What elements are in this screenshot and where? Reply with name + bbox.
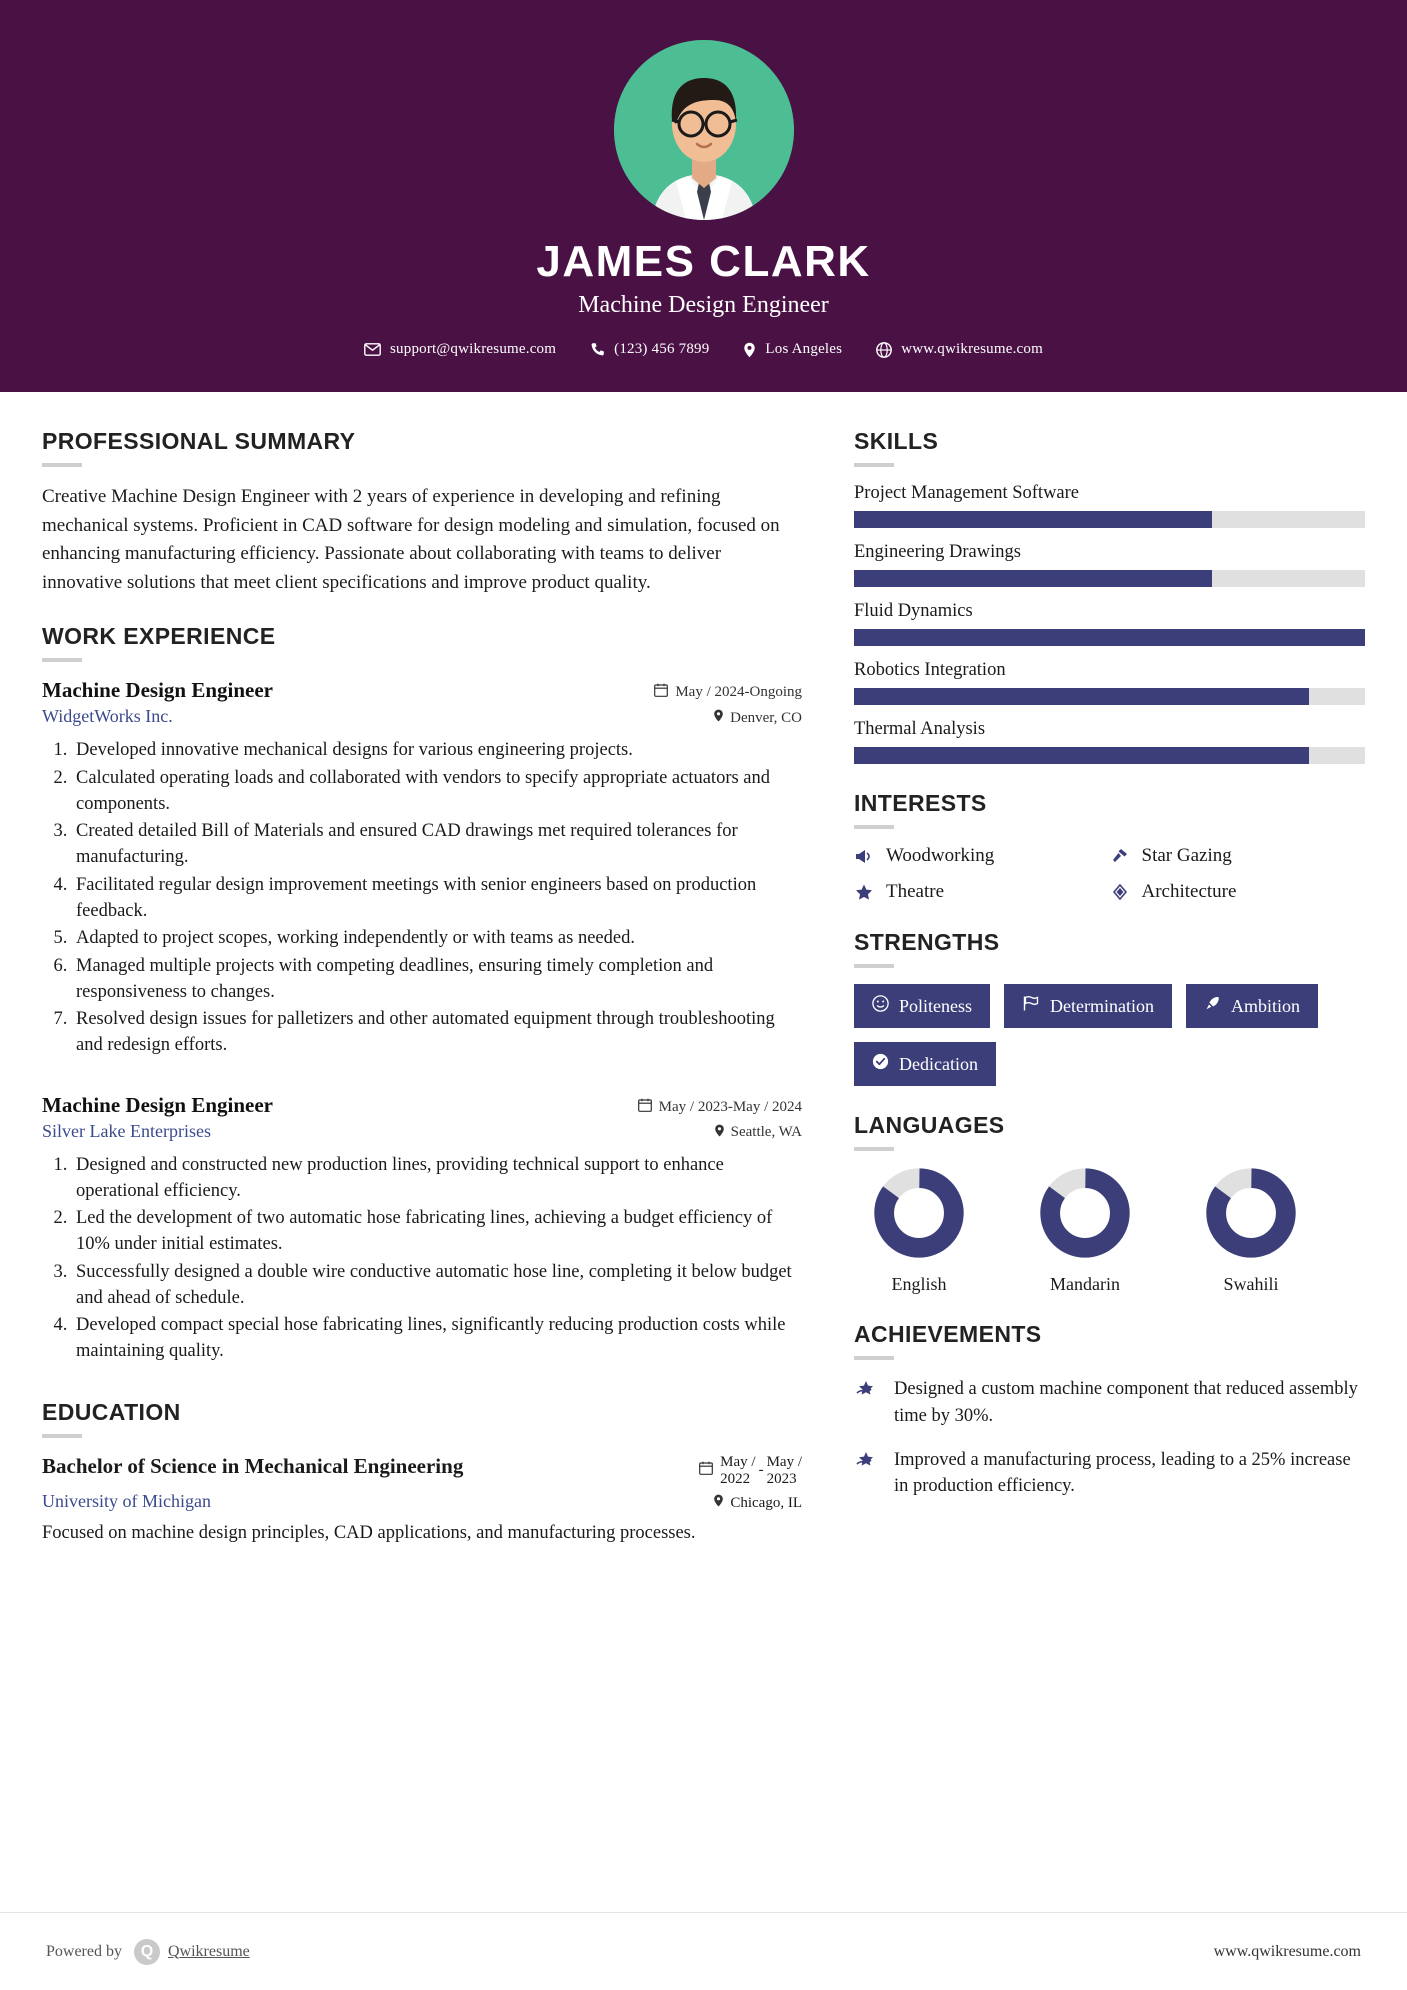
- footer-powered-label: Powered by: [46, 1942, 122, 1960]
- badge-star-icon: [854, 1450, 878, 1500]
- contact-email-text: support@qwikresume.com: [390, 341, 557, 358]
- job-role: Machine Design Engineer: [42, 678, 273, 703]
- section-languages: [854, 1112, 1365, 1295]
- language-item: [1020, 1167, 1150, 1295]
- footer-powered-by: [46, 1939, 250, 1965]
- interest-item: [1110, 881, 1366, 903]
- location-icon: [713, 709, 724, 727]
- interest-label: Theatre: [886, 881, 945, 903]
- achievement-text: Designed a custom machine component that reduced assembly time by 30%.: [894, 1379, 1358, 1426]
- job-company[interactable]: Silver Lake Enterprises: [42, 1120, 211, 1141]
- strength-item: [1186, 984, 1318, 1028]
- skill-bar-fill: [854, 629, 1365, 646]
- education-date-separator: -: [758, 1462, 764, 1478]
- job-location-text: Seattle, WA: [730, 1124, 802, 1141]
- language-label: Swahili: [1223, 1274, 1279, 1295]
- interest-item: [1110, 845, 1366, 867]
- summary-text: Creative Machine Design Engineer with 2 years of experience in developing and refining mechanical systems. Proficient in CAD software for design modeling and simulation, focused on enhancing manufacturing efficiency. Passionate about collaborating with teams to deliver innovative solutions that meet client specifications and improve product quality.: [42, 486, 780, 593]
- interest-label: Architecture: [1141, 881, 1237, 903]
- language-item: [1186, 1167, 1316, 1295]
- section-work-experience: [42, 623, 802, 1364]
- badge-star-icon: [854, 1379, 878, 1429]
- location-icon: [714, 1124, 725, 1142]
- duty-item: 2. Calculated operating loads and collaborated with vendors to specify appropriate actuators and components.: [72, 765, 802, 818]
- skill-bar-fill: [854, 511, 1212, 528]
- duty-item: 3. Successfully designed a double wire conductive automatic hose line, completing it below budget and ahead of schedule.: [72, 1259, 802, 1312]
- skill-item: [854, 483, 1365, 528]
- skill-bar-track: [854, 511, 1365, 528]
- job-duties-list: [72, 1152, 802, 1365]
- language-donut: [1039, 1167, 1131, 1259]
- strength-item: [854, 1042, 996, 1086]
- job-duties-list: [72, 737, 802, 1058]
- left-column: [42, 428, 802, 1573]
- skill-item: [854, 719, 1365, 764]
- language-label: English: [891, 1274, 947, 1295]
- education-school[interactable]: University of Michigan: [42, 1491, 211, 1512]
- job-entry: [42, 1093, 802, 1365]
- language-donut: [873, 1167, 965, 1259]
- phone-icon: [590, 342, 605, 357]
- education-start-year: 2022: [720, 1470, 751, 1487]
- interests-title: INTERESTS: [854, 790, 987, 817]
- skill-bar-fill: [854, 570, 1212, 587]
- mail-icon: [364, 343, 381, 356]
- megaphone-icon: [854, 847, 874, 865]
- duty-item: 7. Resolved design issues for palletizers and other automated equipment through troubleshooting and redesign efforts.: [72, 1006, 802, 1059]
- strength-item: [1004, 984, 1172, 1028]
- skill-bar-track: [854, 570, 1365, 587]
- job-company[interactable]: WidgetWorks Inc.: [42, 706, 173, 727]
- job-date-text: May / 2024-Ongoing: [675, 684, 802, 701]
- job-entry: [42, 678, 802, 1058]
- duty-item: 2. Led the development of two automatic hose fabricating lines, achieving a budget efficiency of 10% under initial estimates.: [72, 1205, 802, 1258]
- section-achievements: [854, 1321, 1365, 1499]
- section-divider: [854, 964, 894, 968]
- footer-brand-name[interactable]: Qwikresume: [167, 1942, 250, 1960]
- interest-item: [854, 845, 1110, 867]
- skill-label: Robotics Integration: [854, 660, 1006, 681]
- education-title: EDUCATION: [42, 1398, 181, 1425]
- job-location: [713, 709, 802, 727]
- duty-item: 4. Facilitated regular design improvement meetings with senior engineers based on production feedback.: [72, 872, 802, 925]
- location-icon: [713, 1494, 724, 1512]
- globe-icon: [876, 342, 892, 358]
- strength-label: Politeness: [899, 995, 973, 1016]
- resume-body: [0, 392, 1407, 1573]
- contact-website[interactable]: [876, 341, 1043, 358]
- hammer-icon: [1110, 847, 1130, 865]
- calendar-icon: [638, 1098, 652, 1117]
- person-job-title: Machine Design Engineer: [578, 292, 829, 319]
- skills-title: SKILLS: [854, 428, 939, 455]
- education-location: [713, 1494, 802, 1512]
- job-location: [714, 1124, 802, 1142]
- skill-bar-fill: [854, 747, 1309, 764]
- section-divider: [854, 1356, 894, 1360]
- skill-bar-track: [854, 747, 1365, 764]
- location-icon: [743, 342, 756, 358]
- contact-website-text: www.qwikresume.com: [901, 341, 1043, 358]
- footer-brand[interactable]: [134, 1939, 250, 1965]
- footer-website[interactable]: www.qwikresume.com: [1213, 1942, 1361, 1960]
- education-end-month: May /: [766, 1453, 802, 1470]
- right-column: [854, 428, 1365, 1573]
- avatar-photo: [614, 40, 794, 220]
- flag-icon: [1022, 995, 1040, 1017]
- skill-item: [854, 542, 1365, 587]
- work-title: WORK EXPERIENCE: [42, 623, 276, 650]
- section-strengths: [854, 929, 1365, 1086]
- contact-location: [743, 341, 842, 358]
- smiley-icon: [872, 995, 889, 1017]
- job-date: [638, 1098, 802, 1117]
- star-icon: [854, 883, 874, 901]
- skill-bar-fill: [854, 688, 1309, 705]
- section-education: [42, 1399, 802, 1547]
- achievements-title: ACHIEVEMENTS: [854, 1321, 1042, 1348]
- contact-email: [364, 341, 556, 358]
- job-location-text: Denver, CO: [730, 709, 802, 726]
- person-name: JAMES CLARK: [536, 237, 871, 286]
- section-divider: [42, 1434, 82, 1438]
- education-location-text: Chicago, IL: [730, 1494, 802, 1511]
- duty-item: 4. Developed compact special hose fabricating lines, significantly reducing production costs while maintaining quality.: [72, 1312, 802, 1365]
- section-divider: [854, 1147, 894, 1151]
- education-date: [699, 1454, 802, 1488]
- section-divider: [854, 825, 894, 829]
- strengths-title: STRENGTHS: [854, 929, 1000, 956]
- education-degree: Bachelor of Science in Mechanical Engineering: [42, 1453, 464, 1478]
- skill-label: Project Management Software: [854, 483, 1080, 504]
- interest-label: Woodworking: [886, 845, 995, 867]
- language-donut: [1205, 1167, 1297, 1259]
- page-footer: [0, 1912, 1407, 1990]
- section-divider: [854, 463, 894, 467]
- achievement-item: [854, 1447, 1365, 1500]
- skill-item: [854, 660, 1365, 705]
- diamond-icon: [1110, 883, 1130, 901]
- skill-bar-track: [854, 629, 1365, 646]
- duty-item: 6. Managed multiple projects with competing deadlines, ensuring timely completion and responsiveness to changes.: [72, 953, 802, 1006]
- strength-label: Dedication: [899, 1053, 978, 1074]
- calendar-icon: [654, 683, 668, 702]
- skill-bar-track: [854, 688, 1365, 705]
- section-interests: [854, 790, 1365, 903]
- contact-row: [0, 341, 1407, 358]
- contact-location-text: Los Angeles: [765, 341, 843, 358]
- interest-label: Star Gazing: [1141, 845, 1232, 867]
- skill-label: Engineering Drawings: [854, 542, 1021, 563]
- job-role: Machine Design Engineer: [42, 1092, 273, 1117]
- achievement-item: [854, 1376, 1365, 1429]
- education-start-month: May /: [720, 1453, 756, 1470]
- duty-item: 1. Developed innovative mechanical designs for various engineering projects.: [72, 737, 802, 763]
- section-skills: [854, 428, 1365, 764]
- strength-label: Determination: [1050, 995, 1154, 1016]
- skill-item: [854, 601, 1365, 646]
- language-item: [854, 1167, 984, 1295]
- summary-title: PROFESSIONAL SUMMARY: [42, 428, 356, 455]
- rocket-icon: [1204, 995, 1221, 1017]
- duty-item: 5. Adapted to project scopes, working independently or with teams as needed.: [72, 925, 802, 951]
- duty-item: 1. Designed and constructed new production lines, providing technical support to enhance operational efficiency.: [72, 1152, 802, 1205]
- strength-item: [854, 984, 990, 1028]
- contact-phone-text: (123) 456 7899: [614, 341, 710, 358]
- languages-title: LANGUAGES: [854, 1112, 1005, 1139]
- job-date: [654, 683, 802, 702]
- avatar: [614, 40, 794, 220]
- duty-item: 3. Created detailed Bill of Materials and ensured CAD drawings met required tolerances for manufacturing.: [72, 818, 802, 871]
- skill-label: Thermal Analysis: [854, 719, 986, 740]
- section-divider: [42, 658, 82, 662]
- job-date-text: May / 2023-May / 2024: [658, 1098, 802, 1115]
- calendar-icon: [699, 1461, 713, 1480]
- skill-label: Fluid Dynamics: [854, 601, 973, 622]
- interest-item: [854, 881, 1110, 903]
- resume-header: [0, 0, 1407, 392]
- qwikresume-logo-icon: Q: [134, 1939, 160, 1965]
- education-description: Focused on machine design principles, CAD applications, and manufacturing processes.: [42, 1523, 696, 1544]
- section-professional-summary: [42, 428, 802, 597]
- check-circle-icon: [872, 1053, 889, 1075]
- strength-label: Ambition: [1230, 995, 1300, 1016]
- section-divider: [42, 463, 82, 467]
- achievement-text: Improved a manufacturing process, leading to a 25% increase in production efficiency.: [894, 1449, 1351, 1497]
- education-end-year: 2023: [766, 1470, 797, 1487]
- contact-phone: [590, 341, 709, 358]
- language-label: Mandarin: [1050, 1274, 1120, 1295]
